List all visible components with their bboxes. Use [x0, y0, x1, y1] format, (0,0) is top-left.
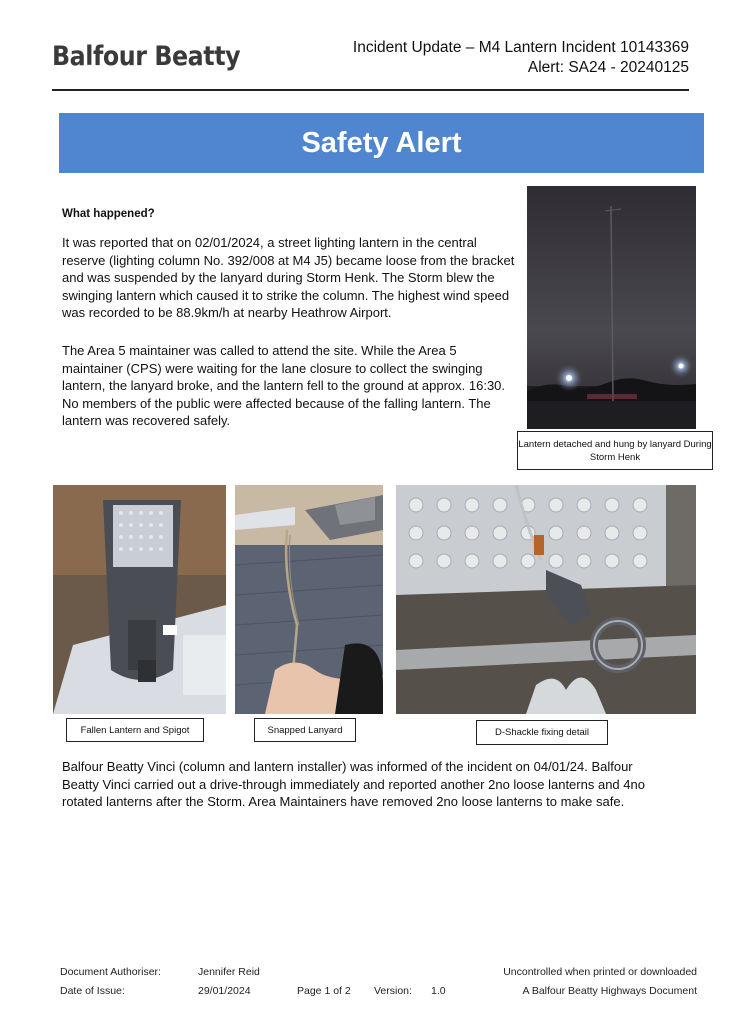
what-happened-heading: What happened? [62, 208, 155, 220]
night-lantern-photo [527, 186, 696, 429]
footer-version-label: Version: [374, 985, 412, 997]
follow-up-paragraph: Balfour Beatty Vinci (column and lantern installer) was informed of the incident on 04/01/24. Balfour Beatty Vinci carried out a drive-through immediately and reported another 2no loose lanterns and 4no rotated lanterns after the Storm. Area Maintainers have removed 2no loose lanterns to make safe. [62, 759, 645, 809]
footer-doc-type: A Balfour Beatty Highways Document [522, 985, 697, 997]
footer-author-label: Document Authoriser: [60, 966, 161, 978]
snapped-lanyard-photo [235, 485, 383, 714]
footer-uncontrolled: Uncontrolled when printed or downloaded [503, 966, 697, 978]
footer-version: 1.0 [431, 985, 446, 997]
footer-page: Page 1 of 2 [297, 985, 351, 997]
fallen-lantern-photo [53, 485, 226, 714]
footer-date: 29/01/2024 [198, 985, 251, 997]
what-happened-paragraph-2: The Area 5 maintainer was called to attend the site. While the Area 5 maintainer (CPS) were waiting for the lane closure to collect the swinging lantern, the lanyard broke, and the lantern fell to the ground at approx. 16:30. No members of the public were affected because of the falling lantern. The lantern was recovered safely. [62, 343, 506, 428]
document-header [353, 38, 689, 78]
caption-night-lantern: Lantern detached and hung by lanyard During Storm Henk [517, 431, 713, 470]
d-shackle-photo [396, 485, 696, 714]
header-divider [52, 89, 689, 91]
what-happened-paragraph-1: It was reported that on 02/01/2024, a street lighting lantern in the central reserve (lighting column No. 392/008 at M4 J5) became loose from the bracket and was suspended by the lanyard during Storm Henk. The Storm blew the swinging lantern which caused it to strike the column. The highest wind speed was recorded to be 88.9km/h at nearby Heathrow Airport. [62, 235, 515, 320]
footer-date-label: Date of Issue: [60, 985, 125, 997]
caption-fallen-lantern: Fallen Lantern and Spigot [66, 718, 204, 742]
company-logo: Balfour Beatty [52, 41, 241, 72]
footer-author: Jennifer Reid [198, 966, 260, 978]
alert-reference: Alert: SA24 - 20240125 [527, 59, 689, 76]
caption-d-shackle: D-Shackle fixing detail [476, 720, 608, 745]
safety-alert-banner: Safety Alert [59, 113, 704, 173]
caption-snapped-lanyard: Snapped Lanyard [254, 718, 356, 742]
incident-title: Incident Update – M4 Lantern Incident 10143369 [352, 39, 689, 56]
